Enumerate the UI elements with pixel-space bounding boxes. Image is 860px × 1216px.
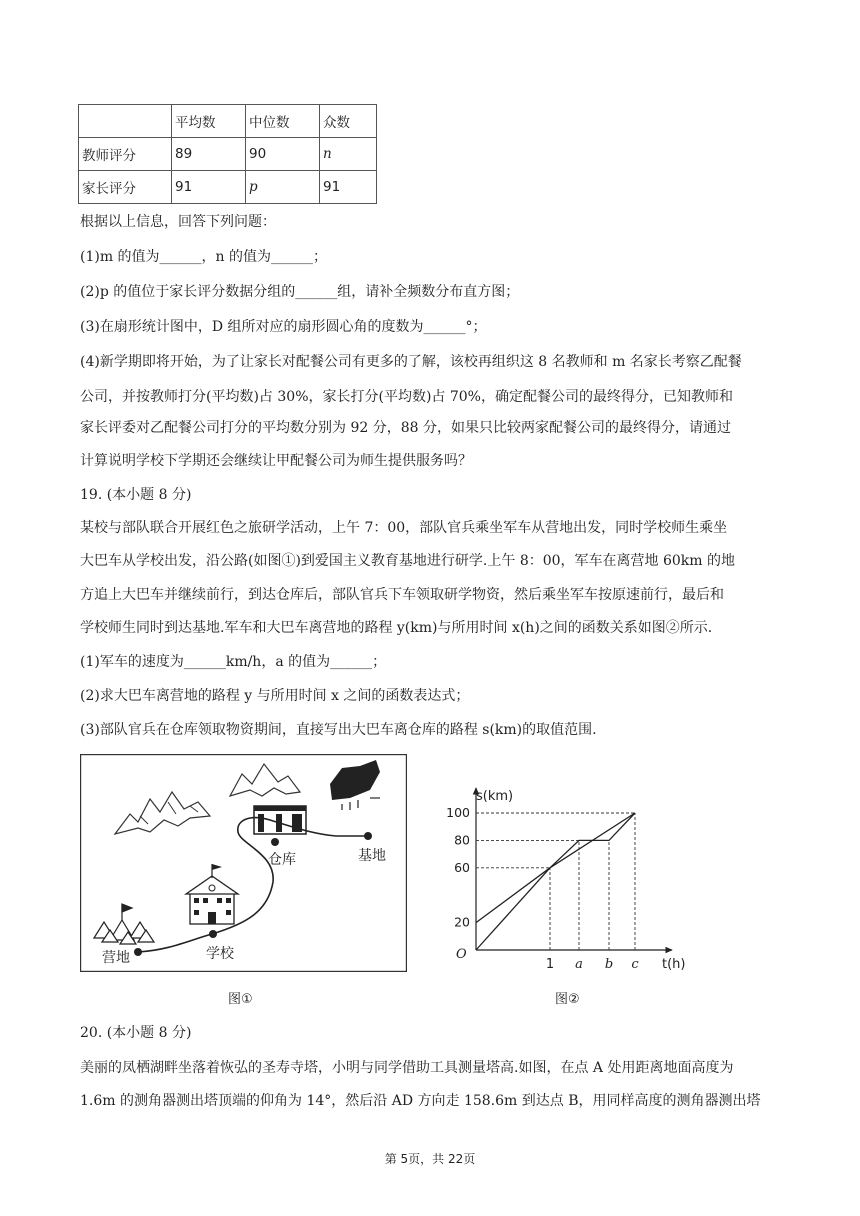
table-header-cell: 平均数 (172, 105, 246, 138)
score-table (78, 104, 377, 204)
table-cell: 89 (172, 138, 246, 171)
table-header-row (79, 105, 377, 138)
question-19-part-3: (3)部队官兵在仓库领取物资期间，直接写出大巴车离仓库的路程 s(km)的取值范围. (80, 722, 597, 738)
x-tick-label: b (604, 957, 614, 972)
question-19-part-1: (1)军车的速度为______km/h，a 的值为______； (80, 654, 387, 670)
table-header-cell: 中位数 (246, 105, 320, 138)
warehouse-icon (254, 806, 306, 834)
question-20-header: 20. (本小题 8 分) (80, 1025, 192, 1041)
table-cell: n (320, 138, 377, 171)
base-point (364, 832, 372, 840)
table-cell: p (246, 171, 320, 204)
table-cell: 91 (172, 171, 246, 204)
warehouse-point (271, 838, 279, 846)
school-point (209, 930, 217, 938)
y-tick-label: 20 (454, 914, 470, 930)
question-19-body-line: 大巴车从学校出发，沿公路(如图①)到爱国主义教育基地进行研学.上午 8：00，军车在离营地 60km 的地 (80, 553, 736, 569)
x-axis-label: t(h) (662, 957, 686, 972)
table-cell: 91 (320, 171, 377, 204)
x-tick-label: c (631, 957, 639, 972)
table-cell: 教师评分 (79, 138, 172, 171)
origin-label: O (456, 947, 467, 962)
bus-line (476, 813, 635, 923)
y-tick-label: 80 (454, 832, 470, 848)
military-truck-line (476, 813, 635, 950)
question-19-part-2: (2)求大巴车离营地的路程 y 与所用时间 x 之间的函数表达式； (80, 688, 470, 704)
warehouse-label: 仓库 (268, 852, 296, 868)
table-header-cell: 众数 (320, 105, 377, 138)
table-cell (79, 105, 172, 138)
question-part-4-line: 计算说明学校下学期还会继续让甲配餐公司为师生提供服务吗？ (80, 453, 472, 469)
x-tick-label: 1 (545, 957, 555, 972)
distance-time-chart (432, 754, 700, 976)
table-row (79, 138, 377, 171)
table-row (79, 171, 377, 204)
map-illustration (80, 754, 407, 972)
camp-point (134, 948, 142, 956)
question-part-4-line: 家长评委对乙配餐公司打分的平均数分别为 92 分，88 分，如果只比较两家配餐公司的最终得分，请通过 (80, 420, 731, 436)
question-part-3: (3)在扇形统计图中，D 组所对应的扇形圆心角的度数为______°； (80, 319, 487, 335)
figure-1-caption: 图① (228, 992, 253, 1007)
page-footer: 第 5页，共 22页 (384, 1152, 476, 1166)
question-part-4-line: 公司，并按教师打分(平均数)占 30%，家长打分(平均数)占 70%，确定配餐公司的最终得分，已知教师和 (80, 389, 733, 405)
question-19-body-line: 某校与部队联合开展红色之旅研学活动，上午 7：00，部队官兵乘坐军车从营地出发，同时学校师生乘坐 (80, 520, 728, 536)
y-tick-label: 100 (446, 805, 470, 820)
figure-2-caption: 图② (555, 992, 580, 1007)
question-20-body-line: 1.6m 的测角器测出塔顶端的仰角为 14°，然后沿 AD 方向走 158.6m 到达点 B，用同样高度的测角器测出塔 (80, 1093, 761, 1109)
table-cell: 家长评分 (79, 171, 172, 204)
question-part-1: (1)m 的值为______，n 的值为______； (80, 249, 328, 265)
question-19-body-line: 学校师生同时到达基地.军车和大巴车离营地的路程 y(km)与所用时间 x(h)之间的函数关系如图②所示. (80, 620, 713, 636)
figure-1-map (80, 754, 407, 972)
question-part-4-line: (4)新学期即将开始，为了让家长对配餐公司有更多的了解，该校再组织这 8 名教师和 m 名家长考察乙配餐 (80, 354, 742, 370)
camp-label: 营地 (102, 950, 130, 966)
y-tick-label: 60 (454, 859, 470, 875)
y-axis-label: s(km) (476, 789, 514, 804)
school-label: 学校 (206, 946, 234, 962)
question-part-2: (2)p 的值位于家长评分数据分组的______组，请补全频数分布直方图； (80, 284, 520, 300)
question-19-body-line: 方追上大巴车并继续前行，到达仓库后，部队官兵下车领取研学物资，然后乘坐军车按原速前行，最后和 (80, 587, 724, 603)
x-tick-label: a (575, 957, 583, 972)
figure-2-graph (432, 754, 700, 976)
base-label: 基地 (358, 848, 386, 864)
question-intro: 根据以上信息，回答下列问题： (80, 214, 276, 230)
question-20-body-line: 美丽的凤栖湖畔坐落着恢弘的圣寿寺塔，小明与同学借助工具测量塔高.如图，在点 A 处用距离地面高度为 (80, 1060, 734, 1076)
question-19-header: 19. (本小题 8 分) (80, 487, 192, 503)
table-cell: 90 (246, 138, 320, 171)
